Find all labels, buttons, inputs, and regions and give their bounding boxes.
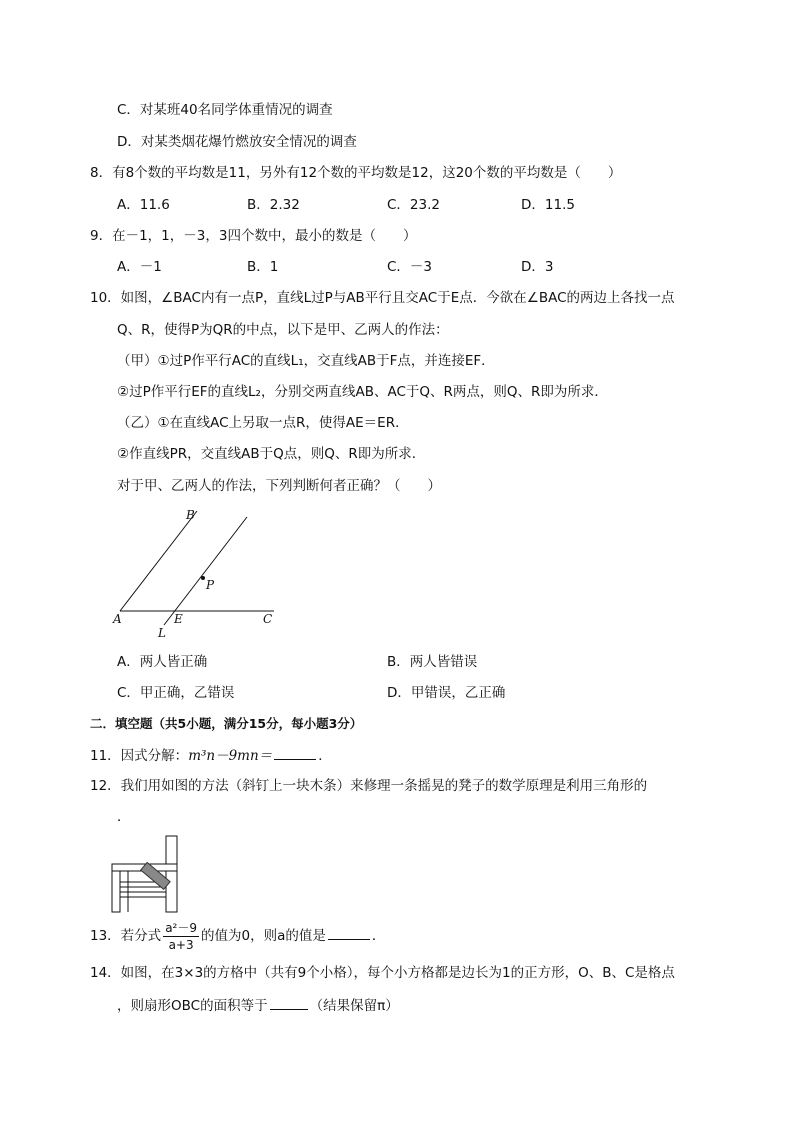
q11-suffix: ． [318,748,332,764]
q10-line-7: 对于甲、乙两人的作法，下列判断何者正确？（ ） [117,478,441,494]
q14-line-2-suffix: （结果保留π） [309,998,399,1014]
q10-line-3: （甲）①过P作平行AC的直线L₁，交直线AB于F点，并连接EF． [117,353,495,369]
q10-option-c: C．甲正确，乙错误 [117,685,235,701]
q10-option-b: B．两人皆错误 [387,654,478,670]
q10-geometry-figure [110,505,280,640]
q9-stem: 9．在－1，1，－3，3四个数中，最小的数是（ ） [90,228,417,244]
q14-answer-blank [270,995,308,1010]
q13-suffix: ． [371,928,386,944]
label-l: L [158,626,166,640]
section-2-title: 二．填空题（共5小题，满分15分，每小题3分） [90,716,363,731]
q10-option-a: A．两人皆正确 [117,654,208,670]
q13-prefix: 13．若分式 [90,928,162,944]
q9-option-b: B．1 [247,259,279,275]
label-c: C [263,612,273,626]
q11-prefix: 11．因式分解： [90,748,189,764]
q10-line-5: （乙）①在直线AC上另取一点R，使得AE＝ER． [117,415,409,431]
q7-option-c: C．对某班40名同学体重情况的调查 [117,102,333,118]
q11-line [90,745,332,766]
q13-line [90,918,385,954]
q12-stool-figure [110,832,190,914]
q8-option-b: B．2.32 [247,197,300,213]
label-b: B [186,508,195,522]
q9-option-a: A．－1 [117,259,162,275]
q13-fraction [163,920,199,953]
q13-answer-blank [328,925,370,940]
q12-line-1: 12．我们用如图的方法（斜钉上一块木条）来修理一条摇晃的凳子的数学原理是利用三角形的 [90,778,648,794]
point-p [201,576,205,580]
q13-numerator: a²－9 [165,920,197,935]
q8-stem: 8．有8个数的平均数是11，另外有12个数的平均数是12，这20个数的平均数是（ ） [90,165,622,181]
q10-line-4: ②过P作平行EF的直线L₂，分别交两直线AB、AC于Q、R两点，则Q、R即为所求． [117,384,608,400]
label-p: P [206,578,215,592]
q11-expression: m³n－9mn＝ [188,748,273,764]
q9-option-c: C．－3 [387,259,433,275]
label-e: E [174,612,183,626]
q10-line-1: 10．如图，∠BAC内有一点P，直线L过P与AB平行且交AC于E点．今欲在∠BAC的两边上各找一点 [90,290,675,306]
q13-middle: 的值为0，则a的值是 [201,928,326,944]
q11-answer-blank [274,745,316,760]
q9-option-d: D．3 [521,259,554,275]
q14-line-2-prefix: ，则扇形OBC的面积等于 [117,998,268,1014]
line-l [164,517,247,625]
q14-line-2 [117,995,399,1016]
q12-line-2: ． [117,809,131,825]
q8-option-c: C．23.2 [387,197,440,213]
line-ab [120,511,197,611]
q10-option-d: D．甲错误，乙正确 [387,685,506,701]
q8-option-d: D．11.5 [521,197,575,213]
q7-option-d: D．对某类烟花爆竹燃放安全情况的调查 [117,134,357,150]
q13-denominator: a+3 [168,937,194,952]
q14-line-1: 14．如图，在3×3的方格中（共有9个小格），每个小方格都是边长为1的正方形，O、B、C是格点 [90,965,675,981]
q10-line-2: Q、R，使得P为QR的中点，以下是甲、乙两人的作法： [117,322,449,338]
q8-option-a: A．11.6 [117,197,170,213]
q10-line-6: ②作直线PR，交直线AB于Q点，则Q、R即为所求． [117,446,426,462]
label-a: A [113,612,122,626]
